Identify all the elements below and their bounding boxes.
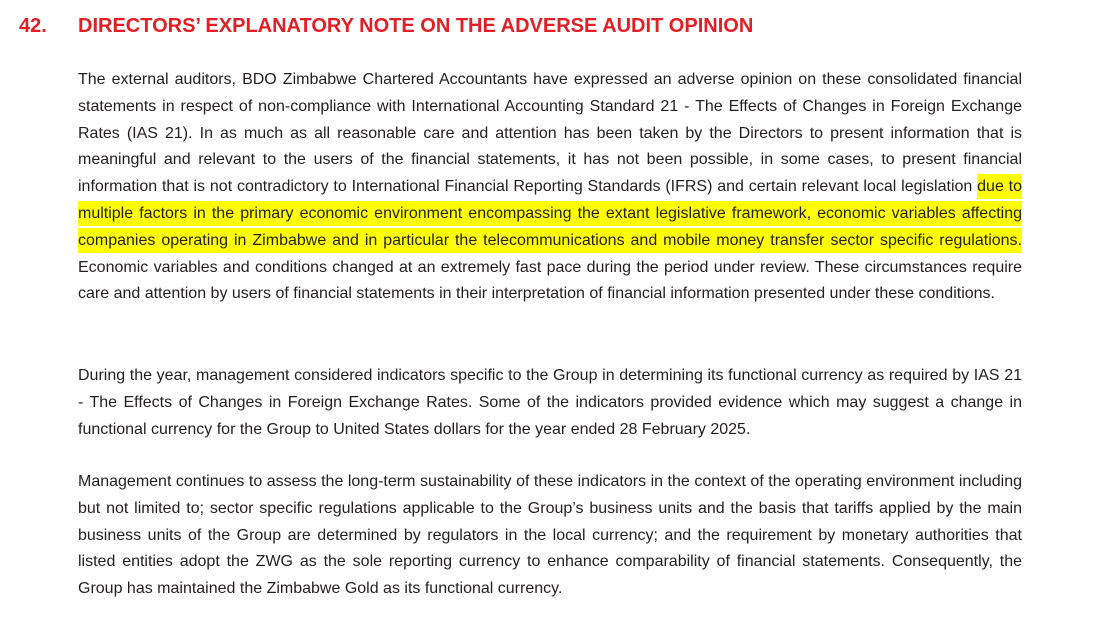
paragraph-sustainability: Management continues to assess the long-term sustainability of these indicators in the context of the operating environment including but not limited to; sector specific regulations applicable to the Group’s business units and the basis that tariffs applied by the main business units of the Group are determined by regulators in the local currency; and the requirement by monetary authorities that listed entities adopt the ZWG as the sole reporting currency to enhance comparability of financial statements. Consequently, the Group has maintained the Zimbabwe Gold as its functional currency. (78, 473, 1022, 598)
section-title: DIRECTORS’ EXPLANATORY NOTE ON THE ADVERSE AUDIT OPINION (78, 15, 754, 37)
paragraph-adverse-opinion (78, 67, 1022, 308)
section-number: 42. (19, 15, 47, 37)
paragraph-functional-currency: During the year, management considered indicators specific to the Group in determining its functional currency as required by IAS 21 - The Effects of Changes in Foreign Exchange Rates. Some of the indicators provided evidence which may suggest a change in functional currency for the Group to United States dollars for the year ended 28 February 2025. (78, 367, 1022, 438)
paragraph-text: Economic variables and conditions changed at an extremely fast pace during the period under review. These circumstances require care and attention by users of financial statements in their interpretation of financial information presented under these conditions. (78, 258, 1022, 303)
paragraph-text: The external auditors, BDO Zimbabwe Chartered Accountants have expressed an adverse opinion on these consolidated financial statements in respect of non-compliance with International Accounting Standard 21 - The Effects of Changes in Foreign Exchange Rates (IAS 21). In as much as all reasonable care and attention has been taken by the Directors to present information that is meaningful and relevant to the users of the financial statements, it has not been possible, in some cases, to present financial information that is not contradictory to International Financial Reporting Standards (IFRS) and certain relevant local legislation (78, 71, 1022, 196)
highlighted-text: due to multiple factors in the primary economic environment encompassing the extant legislative framework, economic variables affecting companies operating in Zimbabwe and in particular the telecommunications and mobile money transfer sector specific regulations. (78, 174, 1022, 253)
